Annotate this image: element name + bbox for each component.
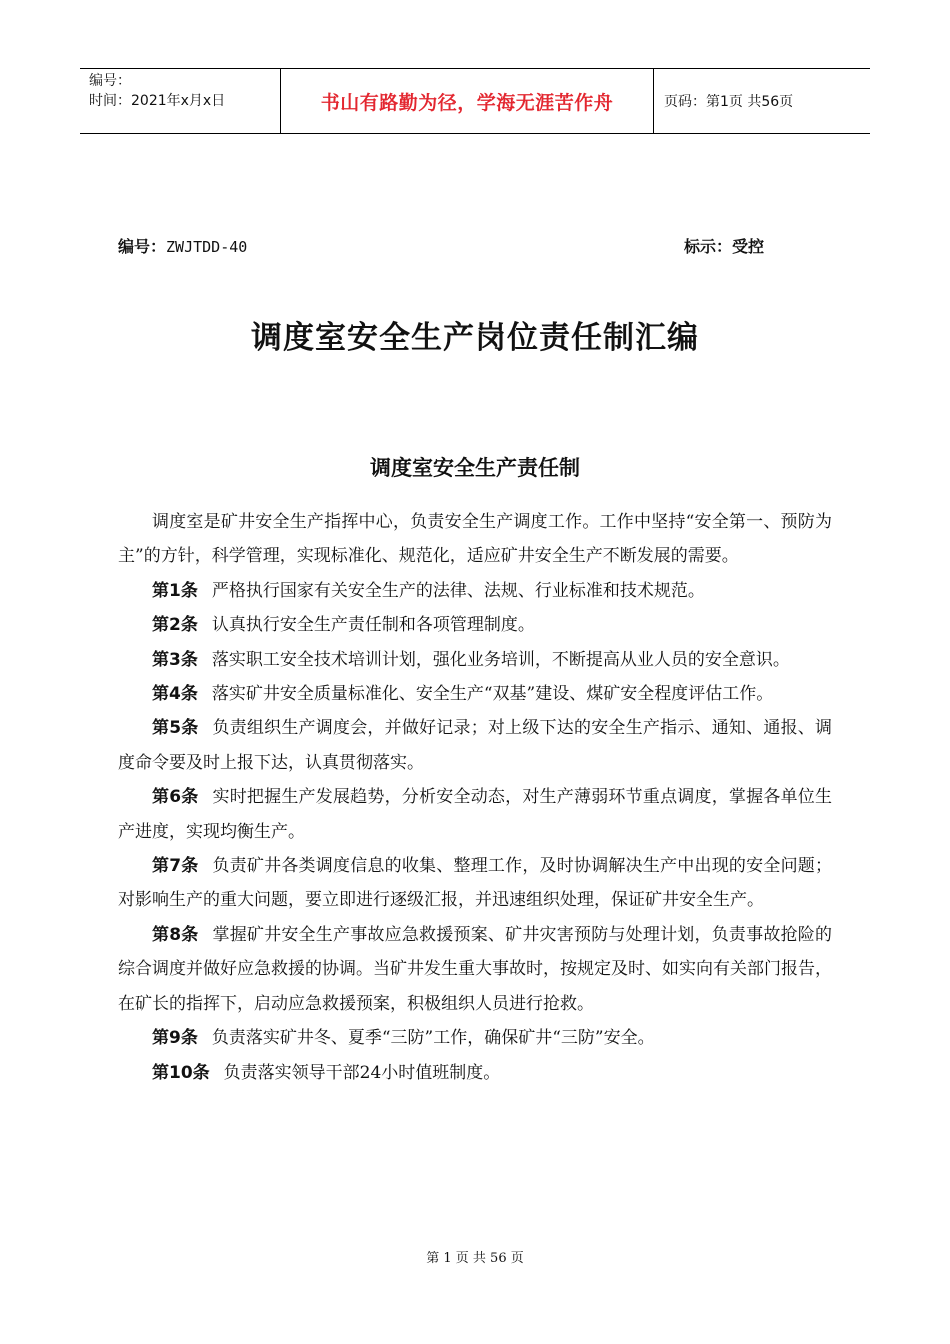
article-text: 实时把握生产发展趋势，分析安全动态，对生产薄弱环节重点调度，掌握各单位生产进度，实现均衡生产。 <box>118 787 832 842</box>
article-text: 落实职工安全技术培训计划，强化业务培训，不断提高从业人员的安全意识。 <box>211 649 790 670</box>
article-paragraph <box>118 574 832 608</box>
article-number: 第8条 <box>152 924 199 945</box>
article-number: 第9条 <box>152 1028 198 1049</box>
article-paragraph <box>118 780 832 849</box>
page-footer: 第 1 页 共 56 页 <box>426 1251 524 1266</box>
header-page-code: 页码：第1页 共56页 <box>664 94 794 110</box>
document-number <box>118 234 247 257</box>
article-paragraph <box>118 849 832 918</box>
article-text: 负责落实领导干部24小时值班制度。 <box>223 1062 501 1083</box>
article-paragraph <box>118 1056 832 1090</box>
article-number: 第5条 <box>152 718 199 739</box>
article-number: 第3条 <box>152 649 198 670</box>
header-motto: 书山有路勤为径，学海无涯苦作舟 <box>320 91 614 114</box>
document-header <box>80 68 870 134</box>
control-mark: 标示：受控 <box>684 237 765 256</box>
header-motto-cell <box>281 69 654 133</box>
page-title: 调度室安全生产岗位责任制汇编 <box>251 320 699 356</box>
article-number: 第2条 <box>152 615 198 636</box>
document-number-prefix: 编号： <box>118 237 167 256</box>
article-paragraph <box>118 1021 832 1055</box>
header-number-label: 编号： <box>89 73 131 89</box>
article-number: 第4条 <box>152 684 198 705</box>
article-number: 第6条 <box>152 787 199 808</box>
article-paragraph <box>118 643 832 677</box>
intro-paragraph: 调度室是矿井安全生产指挥中心，负责安全生产调度工作。工作中坚持“安全第一、预防为主”的方针，科学管理，实现标准化、规范化，适应矿井安全生产不断发展的需要。 <box>118 512 832 567</box>
header-info-cell <box>80 69 281 133</box>
document-body <box>118 505 832 1090</box>
article-number: 第10条 <box>152 1062 210 1083</box>
article-paragraph <box>118 677 832 711</box>
article-number: 第1条 <box>152 580 198 601</box>
article-paragraph <box>118 918 832 1021</box>
document-number-value: ZWJTDD-40 <box>166 238 248 256</box>
article-number: 第7条 <box>152 856 199 877</box>
header-page-cell <box>654 69 870 133</box>
article-paragraph <box>118 711 832 780</box>
article-text: 负责落实矿井冬、夏季“三防”工作，确保矿井“三防”安全。 <box>211 1028 655 1049</box>
article-text: 掌握矿井安全生产事故应急救援预案、矿井灾害预防与处理计划，负责事故抢险的综合调度并做好应急救援的协调。当矿井发生重大事故时，按规定及时、如实向有关部门报告，在矿长的指挥下，启动应急救援预案，积极组织人员进行抢救。 <box>118 924 832 1014</box>
article-text: 落实矿井安全质量标准化、安全生产“双基”建设、煤矿安全程度评估工作。 <box>211 684 774 705</box>
article-paragraph <box>118 608 832 642</box>
article-text: 认真执行安全生产责任制和各项管理制度。 <box>211 615 535 636</box>
article-text: 严格执行国家有关安全生产的法律、法规、行业标准和技术规范。 <box>211 580 705 601</box>
article-text: 负责矿井各类调度信息的收集、整理工作，及时协调解决生产中出现的安全问题；对影响生产的重大问题，要立即进行逐级汇报，并迅速组织处理，保证矿井安全生产。 <box>118 856 832 911</box>
header-time-label: 时间：2021年x月x日 <box>89 93 226 109</box>
section-title: 调度室安全生产责任制 <box>370 456 580 480</box>
article-text: 负责组织生产调度会，并做好记录；对上级下达的安全生产指示、通知、通报、调度命令要及时上报下达，认真贯彻落实。 <box>118 718 832 773</box>
